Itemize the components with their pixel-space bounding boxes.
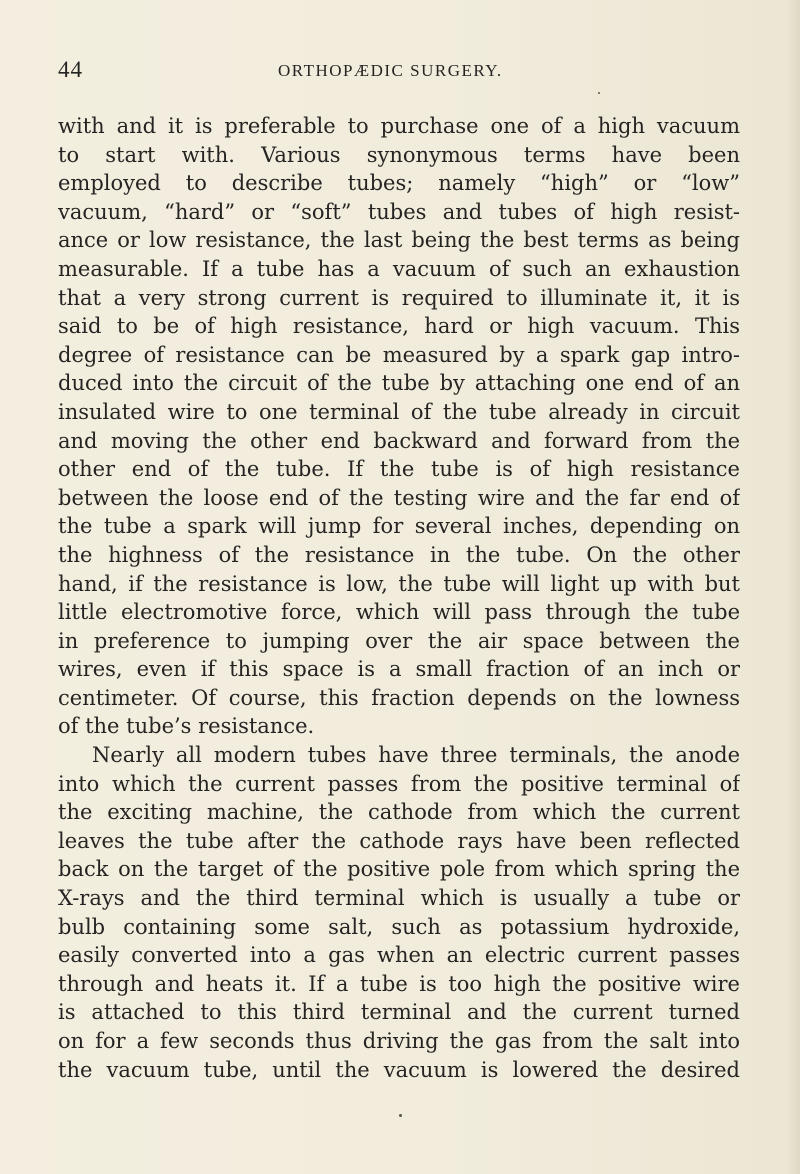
text-line: insulated wire to one terminal of the tube already in circuit [58,399,740,424]
paragraph-end-line: of the tube’s resistance. [58,714,315,739]
text-line: back on the target of the positive pole from which spring the [58,857,740,882]
text-line: vacuum, “hard” or “soft” tubes and tubes of high resist- [58,199,740,224]
text-line: between the loose end of the testing wire and the far end of [58,485,740,510]
text-line: degree of resistance can be measured by a spark gap intro- [58,342,740,367]
text-line: hand, if the resistance is low, the tube will light up with but [58,571,740,596]
text-line: that a very strong current is required to illuminate it, it is [58,285,740,310]
text-line: easily converted into a gas when an electric current passes [58,943,740,968]
text-line: the exciting machine, the cathode from which the current [58,800,740,825]
text-line: measurable. If a tube has a vacuum of such an exhaustion [58,256,740,281]
text-line: in preference to jumping over the air space between the [58,628,740,653]
text-line: leaves the tube after the cathode rays have been reflected [58,828,740,853]
text-line: with and it is preferable to purchase one of a high vacuum [58,114,740,138]
text-line: the vacuum tube, until the vacuum is lowered the desired [58,1057,740,1082]
paper-speck [399,1114,402,1117]
text-line: ance or low resistance, the last being the best terms as being [58,228,740,253]
page-edge-shadow [786,0,800,1174]
text-line: on for a few seconds thus driving the gas from the salt into [58,1029,740,1053]
paper-speck [598,92,600,94]
text-line: into which the current passes from the positive terminal of [58,771,740,796]
text-line: and moving the other end backward and forward from the [58,428,740,453]
text-line: wires, even if this space is a small fraction of an inch or [58,657,740,682]
text-line: duced into the circuit of the tube by attaching one end of an [58,371,740,396]
text-line: bulb containing some salt, such as potassium hydroxide, [58,914,740,939]
text-line: to start with. Various synonymous terms have been [58,142,740,167]
body-text [58,112,740,1084]
text-line: other end of the tube. If the tube is of high resistance [58,457,740,482]
page-number: 44 [58,57,83,82]
text-line: the tube a spark will jump for several inches, depending on [58,514,740,539]
text-line: the highness of the resistance in the tube. On the other [58,542,740,567]
text-line: said to be of high resistance, hard or high vacuum. This [58,314,740,339]
text-line: centimeter. Of course, this fraction depends on the lowness [58,685,740,710]
running-head: ORTHOPÆDIC SURGERY. [278,61,503,80]
text-line: little electromotive force, which will pass through the tube [58,600,740,625]
page-header [58,57,736,87]
paragraph-start-line: Nearly all modern tubes have three terminals, the anode [92,743,740,768]
text-line: employed to describe tubes; namely “high” or “low” [58,171,740,196]
text-line: through and heats it. If a tube is too high the positive wire [58,971,740,996]
text-line: is attached to this third terminal and the current turned [58,1000,740,1025]
text-line: X-rays and the third terminal which is usually a tube or [58,886,740,911]
